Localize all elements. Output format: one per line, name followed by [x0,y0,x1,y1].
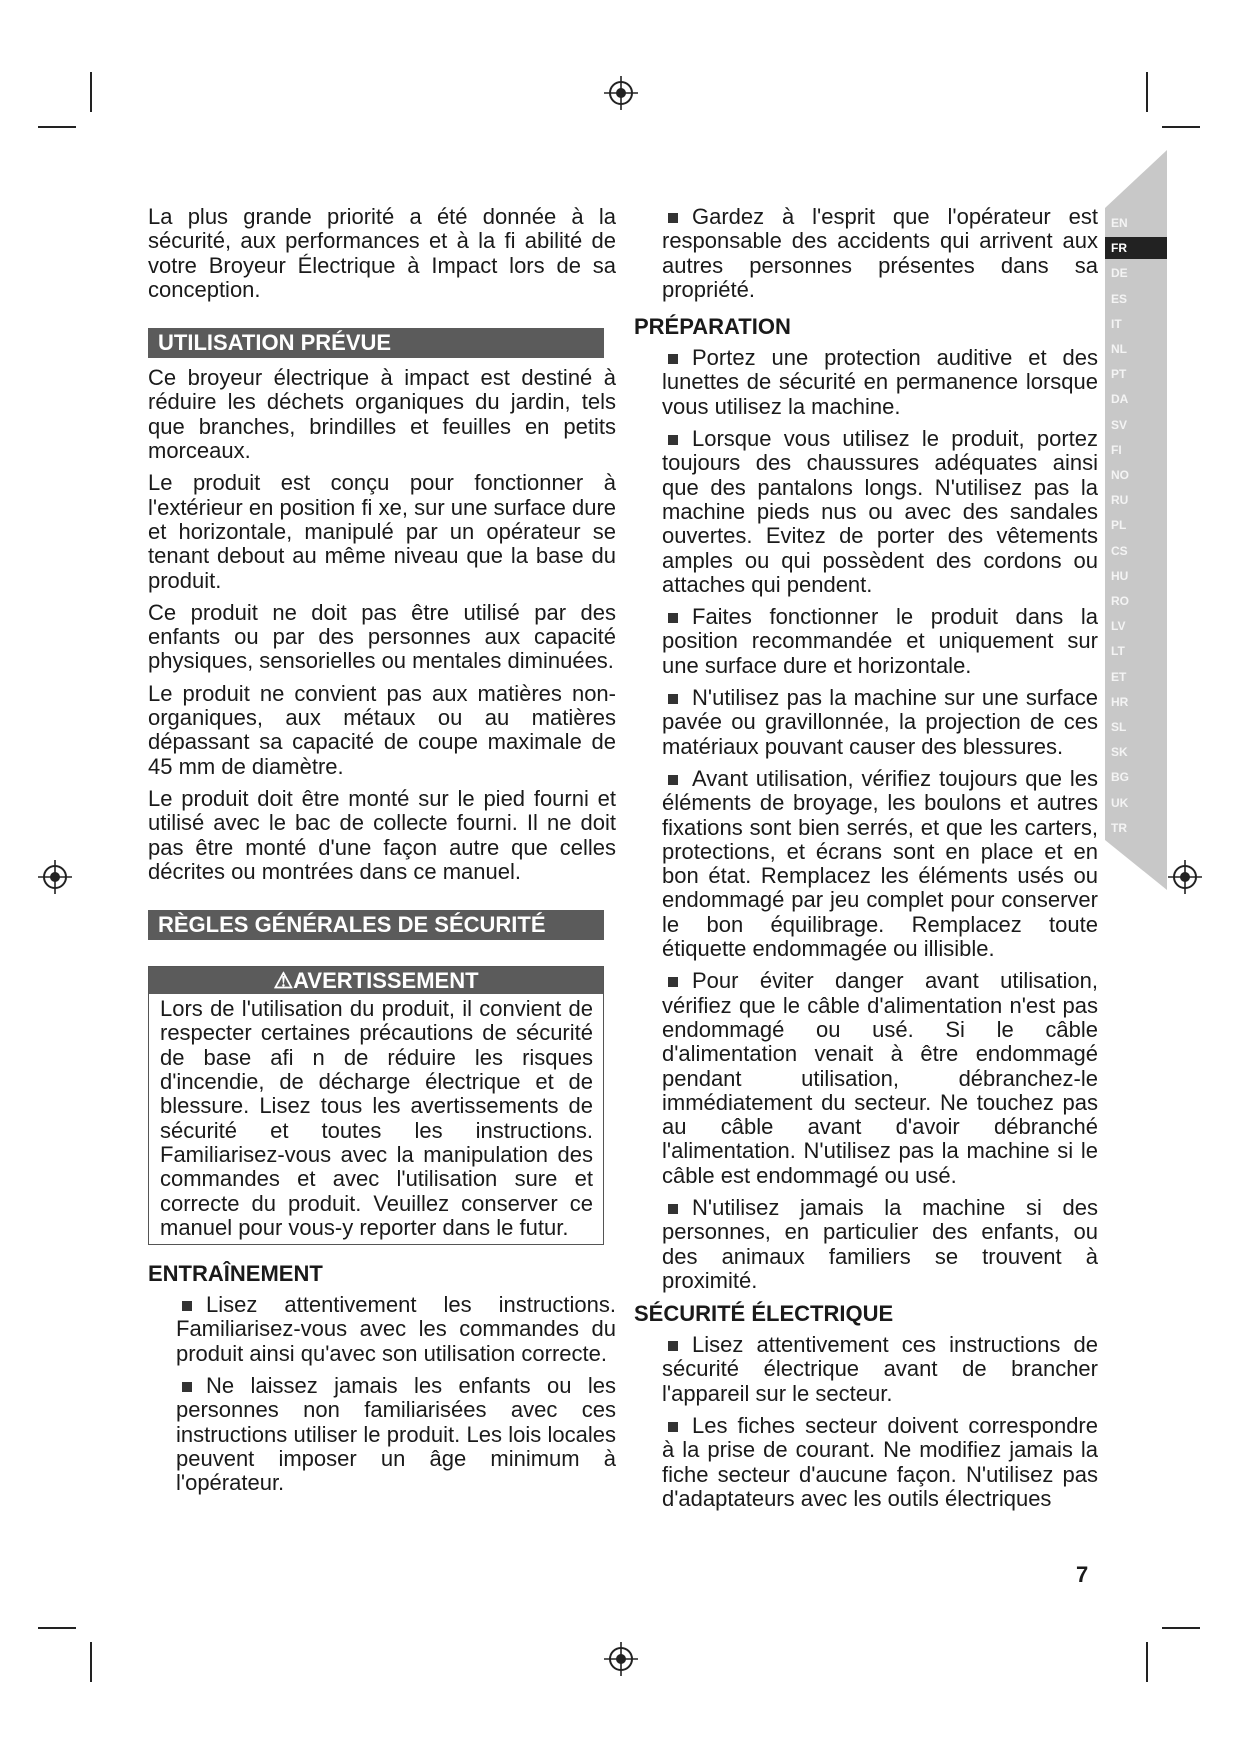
crop-mark [1162,1627,1200,1629]
list-item: Les fiches secteur doivent correspondre à la prise de courant. Ne modifiez jamais la fiche secteur d'aucune façon. N'utilisez pas d'adaptateurs avec les outils électriques [662,1413,1098,1511]
bullet-square-icon [668,977,678,987]
registration-mark-icon [604,76,638,110]
lang-tab-sk[interactable]: SK [1111,745,1128,760]
bullet-square-icon [182,1382,192,1392]
lang-tab-pt[interactable]: PT [1111,367,1127,382]
lang-tab-hu[interactable]: HU [1111,568,1129,583]
list-item: Avant utilisation, vérifiez toujours que les éléments de broyage, les boulons et autres fixations sont bien serrés, et que les carters, protections, et écrans sont en place et en bon état. Remplacez les éléments usés ou endommagé par jeu complet pour conserver le bon équilibrage. Remplacez toute étiquette endommagée ou illisible. [662,765,1098,962]
intended-use-section [148,366,616,884]
bullet-square-icon [668,775,678,785]
lang-tab-pl[interactable]: PL [1111,518,1127,533]
registration-mark-icon [604,1642,638,1676]
lang-tab-da[interactable]: DA [1111,392,1129,407]
lang-tab-es[interactable]: ES [1111,291,1128,306]
electrical-safety-heading: SÉCURITÉ ÉLECTRIQUE [634,1301,894,1327]
lang-tab-ru[interactable]: RU [1111,493,1129,508]
crop-mark [38,1627,76,1629]
lang-tab-uk[interactable]: UK [1111,795,1129,810]
intro-paragraph: La plus grande priorité a été donnée à la sécurité, aux performances et à la fi abilité de votre Broyeur Électrique à Impact lors de sa conception. [148,204,616,302]
list-item: Gardez à l'esprit que l'opérateur est responsable des accidents qui arrivent aux autres personnes présentes dans sa propriété. [662,204,1098,302]
lang-tab-bg[interactable]: BG [1111,770,1129,785]
intended-use-heading: UTILISATION PRÉVUE [148,328,604,358]
crop-mark [90,1642,92,1682]
list-item: Pour éviter danger avant utilisation, vérifiez que le câble d'alimentation n'est pas endommagé ou usé. Si le câble d'alimentation venait à être endommagé pendant utilisation, débranchez-le immédiatement du secteur. Ne touchez pas au câble avant d'avoir débranché l'alimentation. N'utilisez pas la machine si le câble est endommagé ou usé. [662,968,1098,1188]
bullet-square-icon [668,613,678,623]
lang-tab-ro[interactable]: RO [1111,594,1129,608]
bullet-square-icon [668,1422,678,1432]
registration-mark-icon [1168,860,1202,894]
warning-header [149,967,603,994]
lang-tab-sl[interactable]: SL [1111,720,1127,734]
lang-tab-lt[interactable]: LT [1111,644,1125,659]
lang-tab-lv[interactable]: LV [1111,619,1126,634]
list-item: Lisez attentivement ces instructions de sécurité électrique avant de brancher l'appareil sur le secteur. [662,1332,1098,1406]
training-heading: ENTRAÎNEMENT [148,1261,323,1287]
lang-tab-de[interactable]: DE [1111,266,1128,281]
lang-tab-it[interactable]: IT [1111,316,1122,331]
general-safety-heading: RÈGLES GÉNÉRALES DE SÉCURITÉ [148,910,604,940]
crop-mark [38,126,76,128]
lang-tab-cs[interactable]: CS [1111,543,1128,558]
page-number: 7 [1076,1562,1089,1587]
bullet-square-icon [668,435,678,445]
right-column [634,204,1098,1519]
bullet-square-icon [668,694,678,704]
crop-mark [90,72,92,112]
left-column [148,205,616,1503]
paragraph: Ce produit ne doit pas être utilisé par des enfants ou par des personnes aux capacité physiques, sensorielles ou mentales diminuées. [148,599,616,674]
list-item: N'utilisez pas la machine sur une surface pavée ou gravillonnée, la projection de ces matériaux pouvant causer des blessures. [662,685,1098,759]
paragraph: Ce broyeur électrique à impact est destiné à réduire les déchets organiques du jardin, tels que branches, brindilles et feuilles en petits morceaux. [148,365,616,464]
bullet-square-icon [182,1301,192,1311]
list-item: N'utilisez jamais la machine si des personnes, en particulier des enfants, ou des animaux familiers se trouvent à proximité. [662,1194,1098,1293]
bullet-square-icon [668,213,678,223]
warning-box [148,966,604,1245]
crop-mark [1146,72,1148,112]
warning-text: Lors de l'utilisation du produit, il convient de respecter certaines précautions de sécurité de base afi n de réduire les risques d'incendie, de décharge électrique et de blessure. Lisez tous les avertissements de sécurité et toutes les instructions. Familiarisez-vous avec la manipulation des commandes et avec l'utilisation sure et correcte du produit. Veuillez conserver ce manuel pour vous-y reporter dans le futur. [160,996,593,1240]
crop-mark [1146,1642,1148,1682]
warning-triangle-icon: ⚠ [273,968,294,994]
lang-tab-no[interactable]: NO [1111,468,1129,482]
paragraph: Le produit ne convient pas aux matières non-organiques, aux métaux ou au matières dépassant sa capacité de coupe maximale de 45 mm de diamètre. [148,680,616,779]
lang-tab-fr[interactable]: FR [1105,237,1167,259]
lang-tab-fi[interactable]: FI [1111,442,1122,457]
crop-mark [1162,126,1200,128]
bullet-square-icon [668,1204,678,1214]
lang-tab-en[interactable]: EN [1111,216,1128,230]
list-item: Portez une protection auditive et des lunettes de sécurité en permanence lorsque vous utilisez la machine. [662,345,1098,419]
lang-tab-et[interactable]: ET [1111,669,1127,684]
list-item: Ne laissez jamais les enfants ou les personnes non familiarisées avec ces instructions utiliser le produit. Les lois locales peuvent imposer un âge minimum à l'opérateur. [176,1372,616,1496]
bullet-square-icon [668,1341,678,1351]
list-item: Lorsque vous utilisez le produit, portez toujours des chaussures adéquates ainsi que des pantalons longs. N'utilisez pas la machine pieds nus ou avec des sandales ouvertes. Evitez de porter des vêtements amples ou qui possèdent des cordons ou attaches qui pendent. [662,426,1098,597]
lang-tab-nl[interactable]: NL [1111,342,1127,356]
lang-tab-tr[interactable]: TR [1111,820,1127,835]
lang-tab-sv[interactable]: SV [1111,417,1128,432]
paragraph: Le produit est conçu pour fonctionner à l'extérieur en position fi xe, sur une surface dure et horizontale, manipulé par un opérateur se tenant debout au même niveau que la base du produit. [148,470,616,593]
lang-tab-hr[interactable]: HR [1111,694,1129,709]
paragraph: Le produit doit être monté sur le pied fourni et utilisé avec le bac de collecte fourni. Il ne doit pas être monté d'une façon autre que celles décrites ou montrées dans ce manuel. [148,785,616,884]
warning-title: AVERTISSEMENT [293,968,479,994]
preparation-heading: PRÉPARATION [634,314,791,340]
bullet-square-icon [668,354,678,364]
list-item: Lisez attentivement les instructions. Familiarisez-vous avec les commandes du produit ainsi qu'avec son utilisation correcte. [176,1292,616,1366]
registration-mark-icon [38,860,72,894]
list-item: Faites fonctionner le produit dans la position recommandée et uniquement sur une surface dure et horizontale. [662,604,1098,678]
